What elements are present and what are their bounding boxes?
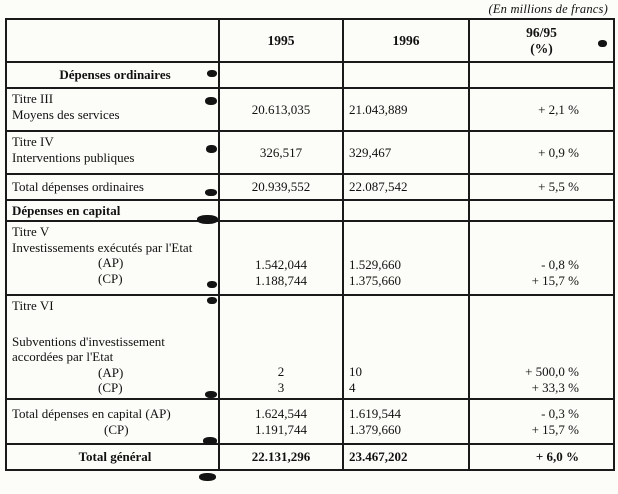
scan-artifact: [205, 189, 217, 196]
total-ordinaires-ratio: + 5,5 %: [469, 174, 614, 200]
total-ordinaires-label: Total dépenses ordinaires: [6, 174, 219, 200]
titre-vi-1996-cell: [343, 295, 469, 399]
section-depenses-ordinaires-label: Dépenses ordinaires: [6, 62, 219, 88]
titre-vi-ap-1995: 2: [277, 364, 285, 379]
total-capital-ap-label: Total dépenses en capital (AP): [12, 406, 171, 421]
titre-v-ap-ratio: - 0,8 %: [541, 257, 579, 272]
titre-vi-ap-1996: 10: [349, 364, 362, 379]
total-general-1996: 23.467,202: [343, 444, 469, 470]
header-empty-cell: [6, 19, 219, 62]
titre-iv-1995: 326,517: [219, 131, 343, 174]
titre-iii-ratio: + 2,1 %: [469, 88, 614, 131]
total-capital-ap-1995: 1.624,544: [255, 406, 307, 421]
scan-artifact: [207, 70, 217, 77]
titre-v-title: Titre V: [12, 224, 50, 239]
scan-artifact: [197, 215, 218, 224]
scan-artifact: [199, 473, 216, 481]
unit-note: (En millions de francs): [488, 2, 608, 16]
total-ordinaires-1995: 20.939,552: [219, 174, 343, 200]
titre-vi-cp-label: (CP): [98, 380, 123, 395]
titre-v-1996-cell: [343, 221, 469, 295]
titre-v-cp-1995: 1.188,744: [255, 272, 307, 288]
row-total-ordinaires: [6, 174, 614, 200]
titre-vi-1995-cell: [219, 295, 343, 399]
section-depenses-capital-label: Dépenses en capital: [6, 200, 219, 221]
total-capital-1995-cell: [219, 399, 343, 444]
titre-vi-cp-ratio: + 33,3 %: [531, 379, 579, 395]
titre-iv-ratio: + 0,9 %: [469, 131, 614, 174]
header-ratio: [469, 19, 614, 62]
empty-cell: [343, 62, 469, 88]
titre-vi-cp-1996: 4: [349, 379, 356, 395]
blank-line: [12, 314, 218, 334]
total-capital-cp-label: (CP): [104, 421, 129, 437]
empty-cell: [219, 200, 343, 221]
total-capital-cp-1996: 1.379,660: [349, 421, 401, 437]
total-capital-ap-ratio: - 0,3 %: [541, 406, 579, 421]
total-capital-label-cell: [6, 399, 219, 444]
row-section-depenses-ordinaires: [6, 62, 614, 88]
total-general-1995: 22.131,296: [219, 444, 343, 470]
titre-v-ap-label: (AP): [98, 255, 124, 270]
header-ratio-line2: (%): [530, 40, 553, 56]
scan-artifact: [598, 40, 607, 47]
row-section-depenses-capital: [6, 200, 614, 221]
titre-vi-subtitle-1: Subventions d'investissement: [12, 333, 165, 349]
empty-cell: [469, 200, 614, 221]
titre-iii-label-cell: [6, 88, 219, 131]
titre-v-ratio-cell: [469, 221, 614, 295]
scan-artifact: [205, 97, 217, 105]
total-capital-1996-cell: [343, 399, 469, 444]
table-header-row: [6, 19, 614, 62]
budget-table: [5, 18, 615, 471]
titre-iv-title: Titre IV: [12, 134, 54, 149]
row-titre-iii: [6, 88, 614, 131]
total-capital-ap-1996: 1.619,544: [349, 406, 401, 421]
total-capital-ratio-cell: [469, 399, 614, 444]
titre-v-subtitle: Investissements exécutés par l'Etat: [12, 239, 193, 255]
row-titre-v: [6, 221, 614, 295]
titre-iii-1996: 21.043,889: [343, 88, 469, 131]
row-titre-vi: [6, 295, 614, 399]
titre-vi-label-cell: [6, 295, 219, 399]
titre-vi-title: Titre VI: [12, 298, 54, 313]
scan-artifact: [203, 437, 217, 445]
total-ordinaires-1996: 22.087,542: [343, 174, 469, 200]
header-1995: 1995: [219, 19, 343, 62]
header-1996: 1996: [343, 19, 469, 62]
titre-vi-ap-ratio: + 500,0 %: [525, 364, 579, 379]
scan-artifact: [206, 145, 217, 153]
total-general-label: Total général: [6, 444, 219, 470]
titre-vi-cp-1995: 3: [277, 379, 285, 395]
titre-v-1995-cell: [219, 221, 343, 295]
row-titre-iv: [6, 131, 614, 174]
scan-artifact: [207, 297, 217, 304]
titre-vi-ap-label: (AP): [98, 364, 124, 380]
titre-v-label-cell: [6, 221, 219, 295]
titre-iii-subtitle: Moyens des services: [12, 106, 120, 122]
titre-v-cp-label: (CP): [98, 270, 123, 286]
empty-cell: [219, 62, 343, 88]
header-ratio-line1: 96/95: [526, 25, 557, 40]
titre-iii-title: Titre III: [12, 91, 54, 106]
row-total-capital: [6, 399, 614, 444]
total-capital-cp-ratio: + 15,7 %: [531, 421, 579, 437]
total-capital-cp-1995: 1.191,744: [255, 421, 307, 437]
empty-cell: [469, 62, 614, 88]
titre-v-cp-1996: 1.375,660: [349, 272, 401, 288]
row-total-general: [6, 444, 614, 470]
scan-artifact: [207, 281, 217, 288]
titre-iv-subtitle: Interventions publiques: [12, 149, 135, 165]
titre-vi-subtitle-2: accordées par l'Etat: [12, 349, 114, 364]
scan-artifact: [205, 391, 217, 398]
titre-v-ap-1996: 1.529,660: [349, 257, 401, 272]
titre-vi-ratio-cell: [469, 295, 614, 399]
empty-cell: [343, 200, 469, 221]
titre-v-ap-1995: 1.542,044: [255, 257, 307, 272]
total-general-ratio: + 6,0 %: [469, 444, 614, 470]
titre-iii-1995: 20.613,035: [219, 88, 343, 131]
titre-iv-label-cell: [6, 131, 219, 174]
titre-v-cp-ratio: + 15,7 %: [531, 272, 579, 288]
titre-iv-1996: 329,467: [343, 131, 469, 174]
